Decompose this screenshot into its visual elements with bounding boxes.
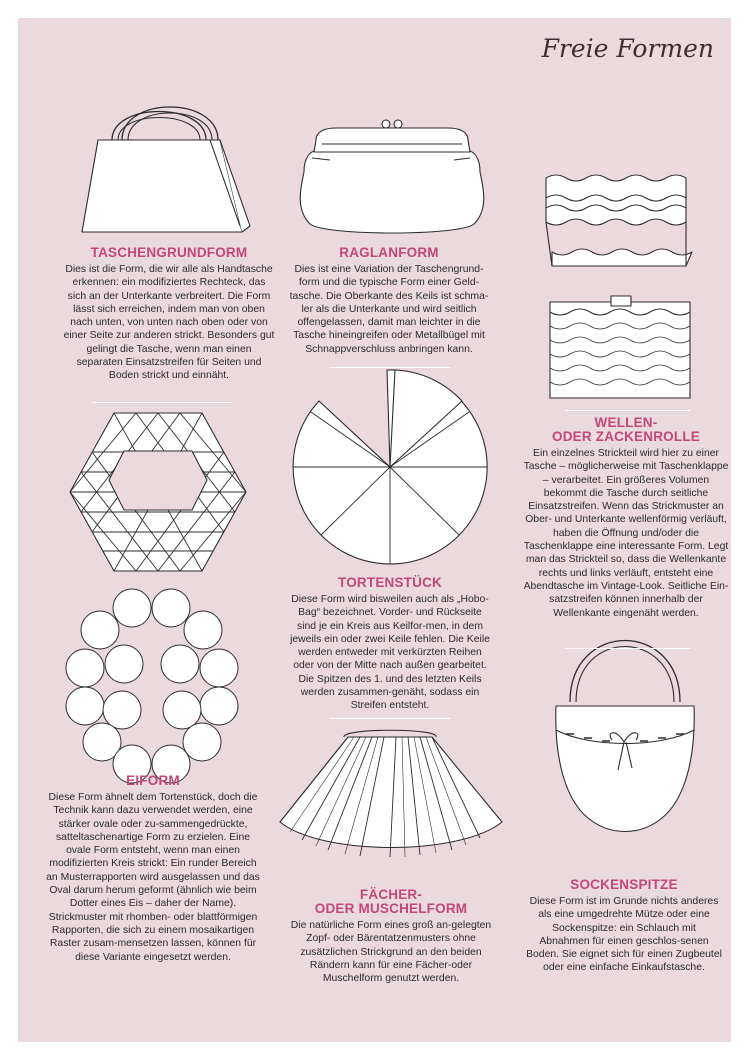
wave-roll-closed-illustration [546,175,692,266]
handbag-illustration [82,107,250,232]
divider-center-2 [330,718,450,719]
raglan-purse-illustration [300,120,484,233]
section-raglanform [286,246,492,356]
pie-wedge-illustration [293,370,487,564]
section-text: Ein einzelnes Strickteil wird hier zu einer Tasche – möglicherweise mit Taschenklappe – verarbeitet. Ein größeres Volumen bekommt die Tasche durch seitliche Einsatzstreifen. Wenn das Strickmuster an Ober- und Unterkante wellenförmig verläuft, haben die Öffnung und/oder die Taschenklappe eine interessante Form. Legt man das Strickteil so, dass die Wellenkante rechts und links verläuft, entsteht eine Abendtasche im Vintage-Look. Seitliche Ein-satzstreifen können innerhalb der Wellenkante eingenäht werden. [523,448,729,619]
divider-center-1 [330,367,450,368]
divider-right-2 [565,648,690,649]
title-line2: ODER ZACKENROLLE [552,429,700,444]
fan-shell-illustration [280,730,502,857]
section-text: Diese Form ist im Grunde nichts anderes als eine umgedrehte Mütze oder eine Sockenspitze: ein Schlauch mit Abnahmen für einen geschlos-senen Boden. Sie eignet sich für einen Zugbeutel oder eine einfache Einkaufstasche. [526,896,722,974]
wave-roll-open-illustration [550,296,690,398]
divider-left-1 [92,402,232,403]
section-faecherform [288,888,494,985]
section-text: Dies ist eine Variation der Taschengrund-form und die typische Form einer Geld-tasche. Die Oberkante des Keils ist schma-ler als die Unterkante und wird seitlich offengelassen, damit man leichter in die Tasche hineingreifen oder Metallbügel mit Schnappverschluss anbringen kann. [289,264,489,355]
section-tortenstueck [288,576,492,713]
hexagon-triangle-illustration [70,413,246,571]
section-text: Diese Form wird bisweilen auch als „Hobo-Bag“ bezeichnet. Vorder- und Rückseite sind je ein Kreis aus Keilfor-men, in dem jeweils ein oder zwei Keile fehlen. Die Keile werden entweder mit verkürzten Reihen oder von der Mitte nach außen gearbeitet. Die Spitzen des 1. und des letzten Keils werden zusammen-genäht, sodass ein Streifen entsteht. [290,594,490,712]
section-title: TASCHENGRUNDFORM [90,245,248,260]
section-title: EIFORM [126,773,180,788]
section-title: RAGLANFORM [339,245,439,260]
section-sockenspitze [526,878,722,975]
section-text: Diese Form ähnelt dem Tortenstück, doch die Technik kann dazu verwendet werden, eine stärker ovale oder zu-sammengedrückte, satteltaschenartige Form zu erzielen. Eine ovale Form entsteht, wenn man einen modifizierten Kreis strickt: Ein runder Bereich an Musterrapporten wird ausgelassen und das Oval darum herum geformt (ähnlich wie beim Dotter eines Eis – daher der Name). Strickmuster mit rhomben- oder blattförmigen Rapporten, die sich zu einem mosaikartigen Raster zusam-mensetzen lassen, können für diese Variante eingesetzt werden. [46,792,260,963]
section-wellenrolle [522,416,730,620]
divider-right-1 [565,410,690,411]
page-title: Freie Formen [541,34,714,63]
section-eiform [44,774,262,964]
circle-ring-illustration [66,589,238,783]
section-title: TORTENSTÜCK [338,575,442,590]
section-text: Dies ist die Form, die wir alle als Handtasche erkennen: ein modifiziertes Rechteck, das sich an der Unterkante verbreitert. Die Form lässt sich erreichen, indem man von oben nach unten, von unten nach oben oder von einer Seite zur anderen strickt. Besonders gut gelingt die Tasche, wenn man einen separaten Einsatzstreifen für Seiten und Boden strickt und einnäht. [63,264,275,382]
section-title: SOCKENSPITZE [570,877,678,892]
title-line1: FÄCHER- [359,887,423,902]
section-text: Die natürliche Form eines groß an-gelegten Zopf- oder Bärentatzenmusters ohne zusätzlichen Strickgrund an den beiden Rändern kann für eine Fächer-oder Muschelform genutzt werden. [290,920,492,985]
section-taschengrundform [62,246,276,383]
drawstring-bag-illustration [556,641,694,832]
title-line2: ODER MUSCHELFORM [314,901,468,916]
section-title [522,416,730,444]
title-line1: WELLEN- [594,415,658,430]
section-title [288,888,494,916]
